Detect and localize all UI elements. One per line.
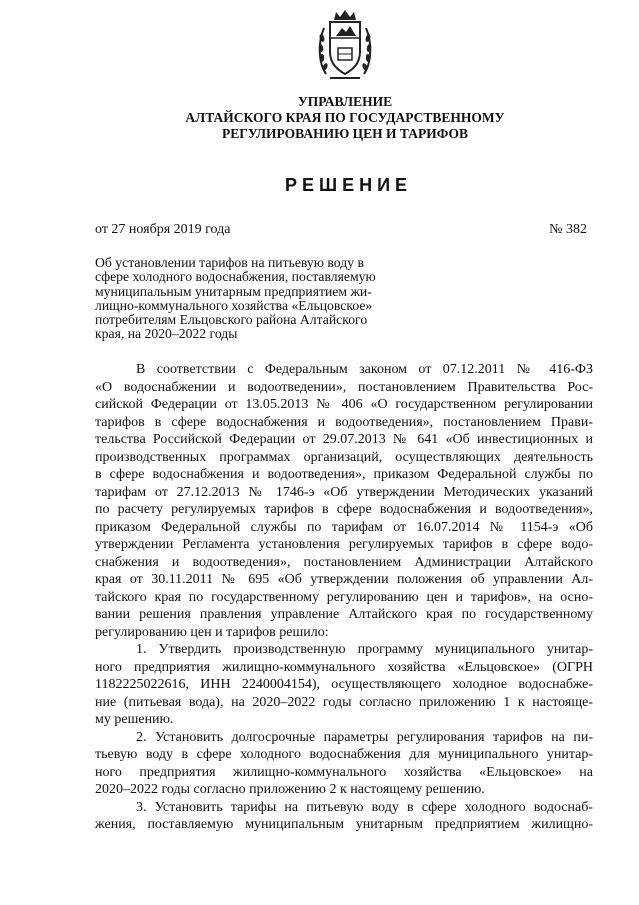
- subject-line: сфере холодного водоснабжения, поставляемую: [95, 269, 376, 285]
- body-line: тарифов в сфере водоснабжения и водоотведения», постановлением Прави-: [95, 414, 593, 430]
- coat-of-arms-icon: [316, 8, 374, 84]
- body-line: ного предприятия жилищно-коммунального хозяйства «Ельцовское» (ОГРН: [95, 659, 593, 675]
- body-line: производственных программах организаций, осуществляющих деятельность: [95, 449, 593, 465]
- document-date: от 27 ноября 2019 года: [95, 222, 231, 237]
- body-line: вании решения правления управление Алтайского края по государственному: [95, 607, 593, 622]
- body-line: тельства Российской Федерации от 29.07.2013 № 641 «Об инвестиционных и: [95, 432, 593, 447]
- body-line: 2020–2022 годы согласно приложению 2 к настоящему решению.: [95, 782, 485, 797]
- body-line: 2. Установить долгосрочные параметры регулирования тарифов на пи-: [136, 729, 593, 745]
- body-line: тьевую воду в сфере холодного водоснабжения для муниципального унитар-: [95, 747, 593, 762]
- body-line: жения, поставляемую муниципальным унитарным предприятием жилищно-: [95, 817, 593, 832]
- subject-line: края, на 2020–2022 годы: [95, 326, 238, 342]
- body-line: му решению.: [95, 712, 174, 727]
- body-line: сийской Федерации от 13.05.2013 № 406 «О государственном регулировании: [95, 397, 593, 412]
- document-number: № 382: [549, 222, 587, 237]
- document-body: [95, 361, 593, 834]
- subject-line: потребителям Ельцовского района Алтайского: [95, 312, 368, 328]
- org-line-3: РЕГУЛИРОВАНИЮ ЦЕН И ТАРИФОВ: [221, 126, 469, 141]
- subject-line: лищно-коммунального хозяйства «Ельцовское»: [95, 297, 373, 313]
- body-line: края от 30.11.2011 № 695 «Об утверждении положения об управлении Ал-: [95, 572, 593, 587]
- body-line: 1. Утвердить производственную программу муниципального унитар-: [136, 642, 593, 657]
- document-subject: [95, 256, 415, 342]
- body-line: 1182225022616, ИНН 2240004154), осуществляющего холодное водоснабже-: [95, 677, 593, 692]
- org-line-2: АЛТАЙСКОГО КРАЯ ПО ГОСУДАРСТВЕННОМУ: [185, 110, 505, 125]
- body-line: приказом Федеральной службы по тарифам от 16.07.2014 № 1154-э «Об: [95, 519, 593, 535]
- body-line: в сфере водоснабжения и водоотведения», приказом Федеральной службы по: [95, 467, 593, 482]
- body-line: «О водоснабжении и водоотведении», постановлением Правительства Рос-: [95, 379, 593, 395]
- body-line: снабжения и водоотведения», постановлением Администрации Алтайского: [95, 554, 593, 570]
- document-type-heading: РЕШЕНИЕ: [284, 175, 413, 195]
- body-line: по расчету регулируемых тарифов в сфере водоснабжения и водоотведения»,: [95, 502, 593, 517]
- issuing-authority: [150, 94, 540, 142]
- subject-line: Об установлении тарифов на питьевую воду в: [95, 255, 364, 270]
- body-line: утверждении Регламента установления регулируемых тарифов в сфере водо-: [95, 537, 593, 552]
- body-line: ного предприятия жилищно-коммунального хозяйства «Ельцовское» на: [95, 764, 593, 780]
- body-line: тарифам от 27.12.2013 № 1746-э «Об утверждении Методических указаний: [95, 484, 593, 500]
- body-line: 3. Установить тарифы на питьевую воду в сфере холодного водоснаб-: [136, 799, 593, 815]
- body-line: тайского края по государственному регулированию цен и тарифов», на осно-: [95, 589, 593, 605]
- body-line: регулированию цен и тарифов решило:: [95, 624, 329, 640]
- subject-line: муниципальным унитарным предприятием жи-: [95, 283, 372, 299]
- org-line-1: УПРАВЛЕНИЕ: [297, 94, 393, 109]
- body-line: ние (питьевая вода), на 2020–2022 годы согласно приложению 1 к настояще-: [95, 694, 593, 710]
- body-line: В соответствии с Федеральным законом от 07.12.2011 № 416-ФЗ: [136, 362, 593, 377]
